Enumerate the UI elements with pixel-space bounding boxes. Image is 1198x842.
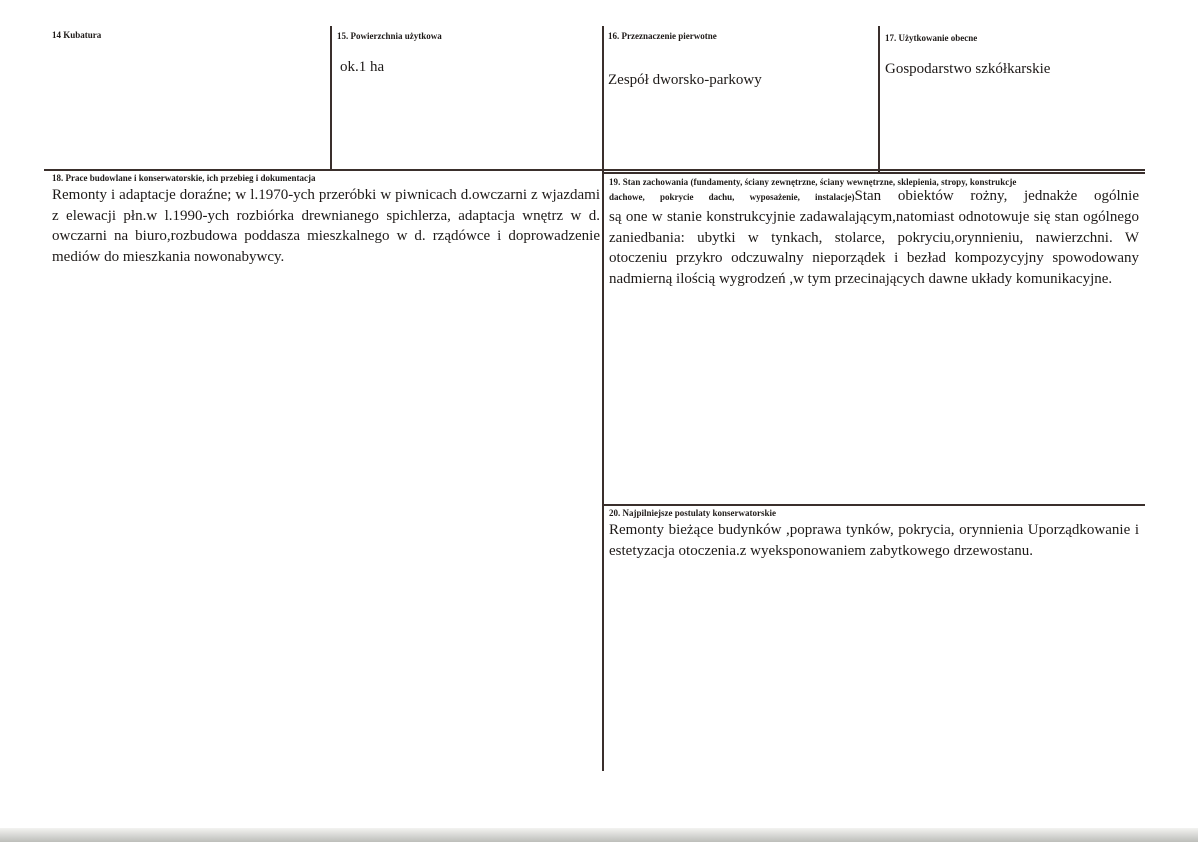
- prace-label: 18. Prace budowlane i konserwatorskie, ich przebieg i dokumentacja: [52, 173, 316, 183]
- divider-row-20: [604, 504, 1145, 506]
- scan-bottom-edge: [0, 828, 1198, 842]
- stan-label-line1: 19. Stan zachowania (fundamenty, ściany zewnętrzne, ściany wewnętrzne, sklepienia, stropy, konstrukcje: [609, 177, 1017, 187]
- przeznaczenie-value: Zespół dworsko-parkowy: [608, 72, 762, 88]
- stan-text-lead: Stan obiektów rożny, jednakże ogólnie: [854, 188, 1139, 204]
- stan-label-line2: dachowe, pokrycie dachu, wyposażenie, instalacje): [609, 192, 855, 202]
- powierzchnia-label: 15. Powierzchnia użytkowa: [337, 31, 442, 41]
- stan-first-line: [609, 186, 1139, 208]
- divider-16-17: [878, 26, 880, 172]
- stan-text: są one w stanie konstrukcyjnie zadawalającym,natomiast odnotowuje się stan ogólnego zaniedbania: ubytki w tynkach, stolarce, pokryciu,orynnieniu, nawierzchni. W otoczeniu przykro odczuwalny nieporządek i bezład kompozycyjny spowodowany nadmierną ilością wygrodzeń ,w tym przecinających dawne układy komunikacyjne.: [609, 209, 1139, 287]
- przeznaczenie-label: 16. Przeznaczenie pierwotne: [608, 31, 717, 41]
- divider-row-19: [604, 172, 1145, 174]
- postulaty-label: 20. Najpilniejsze postulaty konserwatorskie: [609, 508, 776, 518]
- prace-text: Remonty i adaptacje doraźne; w l.1970-ych przeróbki w piwnicach d.owczarni z wjazdami z elewacji płn.w l.1990-ych rozbiórka drewnianego spichlerza, adaptacja wnętrz w d. owczarni na biuro,rozbudowa poddasza mieszkalnego w d. rządówce i doprowadzenie mediów do mieszkania nowonabywcy.: [52, 187, 600, 265]
- uzytkowanie-value: Gospodarstwo szkółkarskie: [885, 61, 1051, 77]
- divider-row-top: [44, 169, 1145, 171]
- kubatura-label: 14 Kubatura: [52, 30, 102, 40]
- postulaty-text: Remonty bieżące budynków ,poprawa tynków, pokrycia, orynnienia Uporządkowanie i estetyzacja otoczenia.z wyeksponowaniem zabytkowego drzewostanu.: [609, 522, 1139, 559]
- divider-14-15: [330, 26, 332, 170]
- divider-15-16: [602, 26, 604, 771]
- uzytkowanie-label: 17. Użytkowanie obecne: [885, 33, 978, 43]
- powierzchnia-value: ok.1 ha: [340, 59, 385, 75]
